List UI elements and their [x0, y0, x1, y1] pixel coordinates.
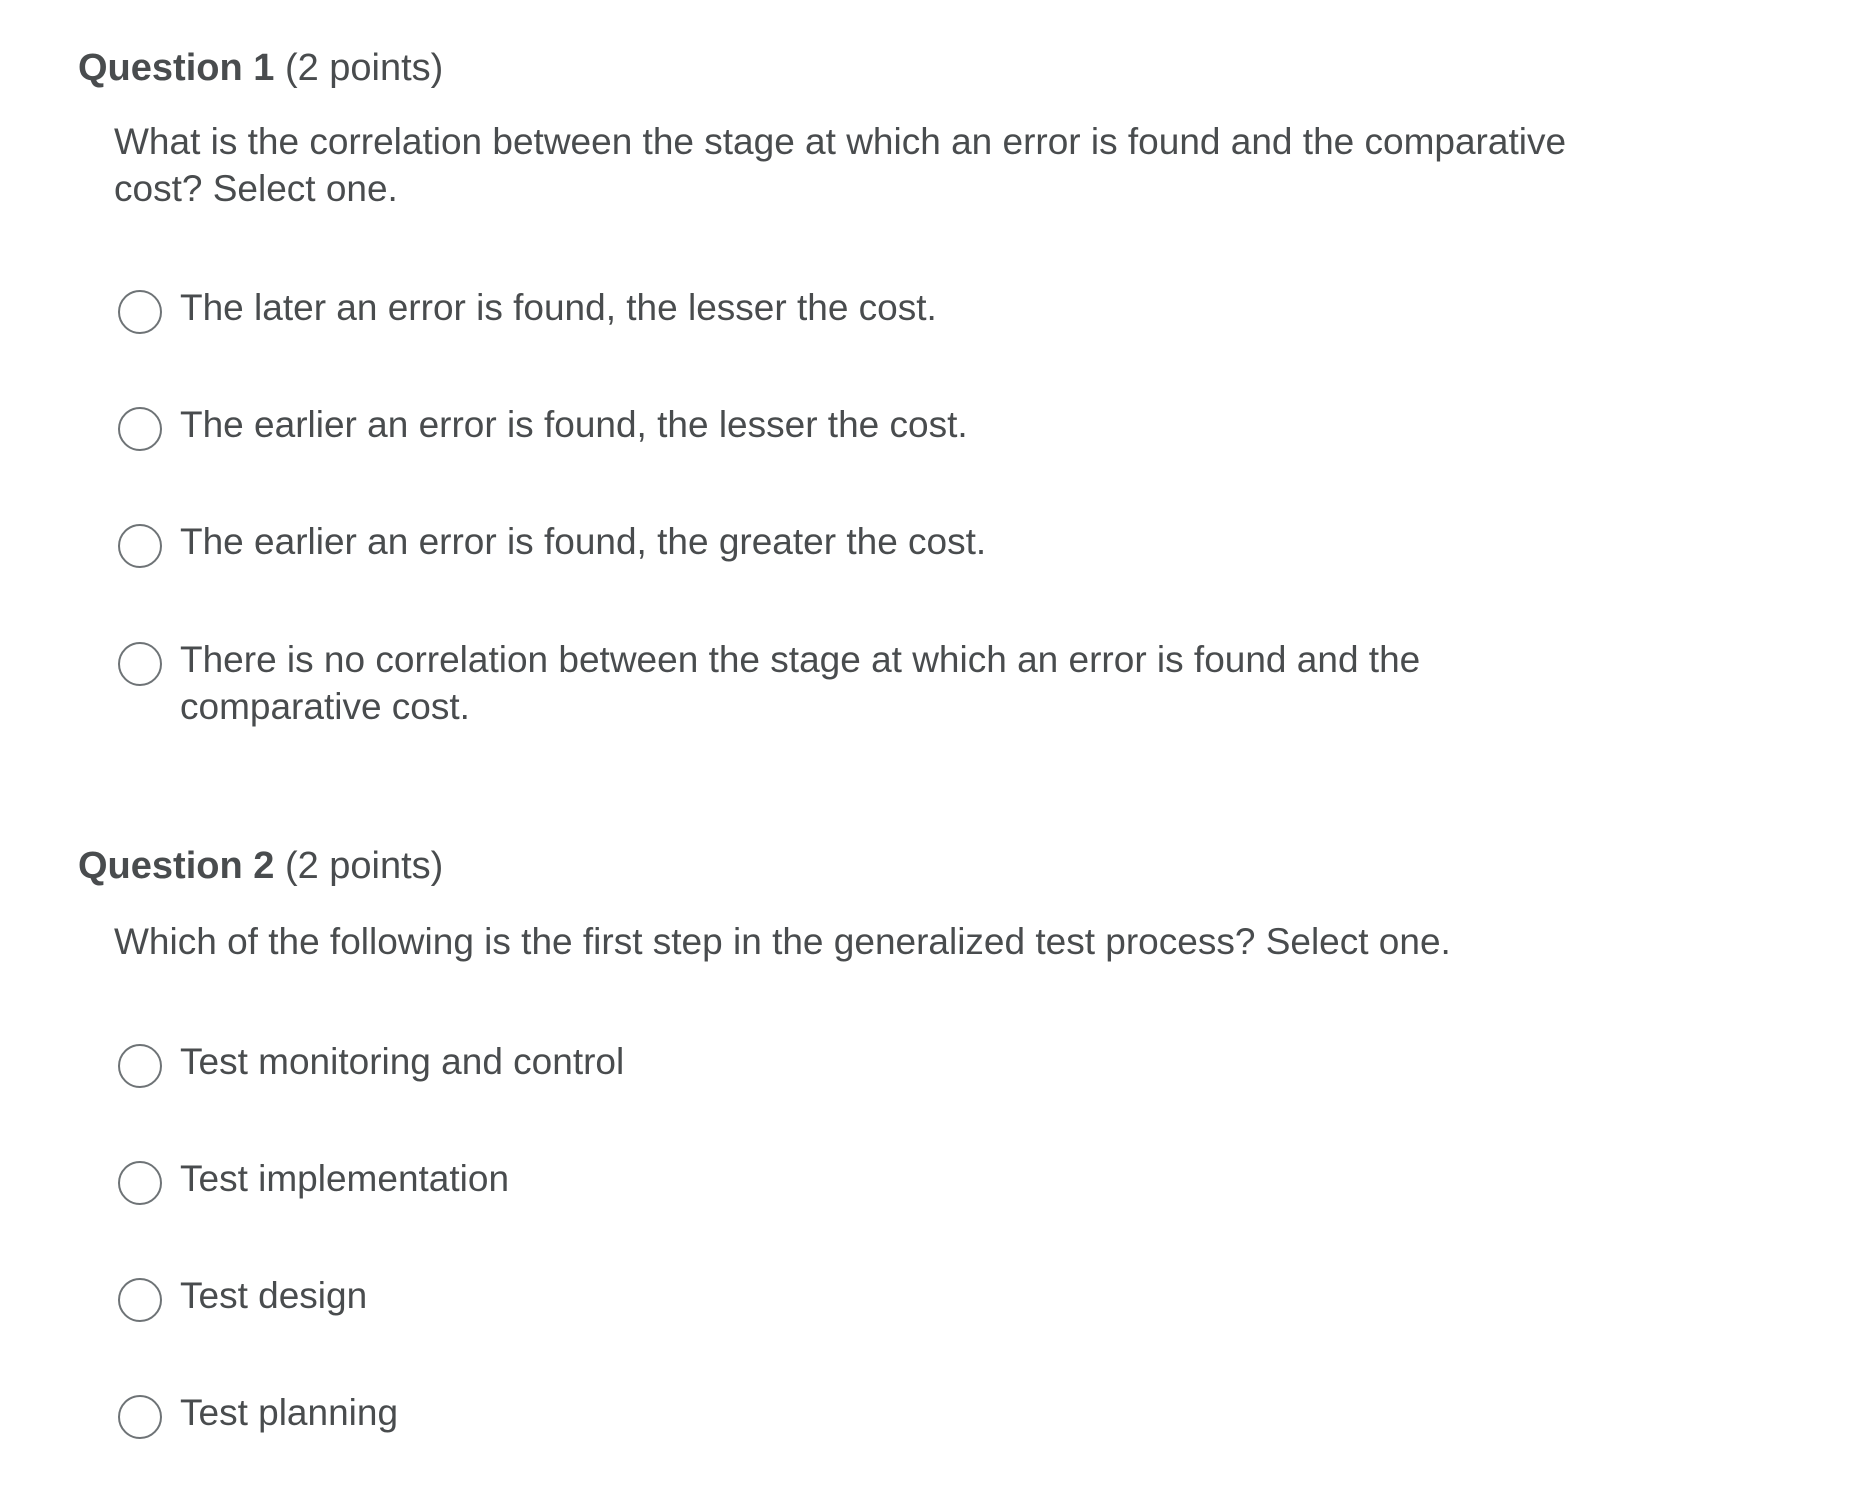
answer-label[interactable]: Test planning: [180, 1392, 399, 1433]
radio-button[interactable]: [118, 1278, 162, 1322]
question-title: Question 1: [78, 47, 275, 89]
radio-button[interactable]: [118, 1395, 162, 1439]
answer-label[interactable]: The earlier an error is found, the greater the cost.: [180, 521, 987, 562]
question-header: [78, 40, 1778, 96]
question-header: [78, 838, 1778, 894]
answer-label[interactable]: The earlier an error is found, the lesser the cost.: [180, 404, 968, 445]
radio-button[interactable]: [118, 642, 162, 686]
question-points: (2 points): [284, 47, 444, 89]
answer-label[interactable]: The later an error is found, the lesser the cost.: [180, 287, 937, 328]
question-title: Question 2: [78, 845, 275, 887]
radio-button[interactable]: [118, 1161, 162, 1205]
question-text: Which of the following is the first step in the generalized test process? Select one.: [114, 921, 1451, 962]
answer-label[interactable]: Test design: [180, 1275, 368, 1316]
radio-button[interactable]: [118, 407, 162, 451]
answer-label[interactable]: Test implementation: [180, 1158, 510, 1199]
question-2: [78, 838, 1778, 1433]
radio-button[interactable]: [118, 524, 162, 568]
answer-label[interactable]: There is no correlation between the stage at which an error is found and the comparative cost.: [180, 639, 1421, 727]
question-text: What is the correlation between the stage at which an error is found and the comparative cost? Select one.: [114, 121, 1567, 209]
radio-button[interactable]: [118, 290, 162, 334]
question-points: (2 points): [284, 845, 444, 887]
answer-label[interactable]: Test monitoring and control: [180, 1041, 625, 1082]
question-1: [78, 40, 1778, 727]
radio-button[interactable]: [118, 1044, 162, 1088]
